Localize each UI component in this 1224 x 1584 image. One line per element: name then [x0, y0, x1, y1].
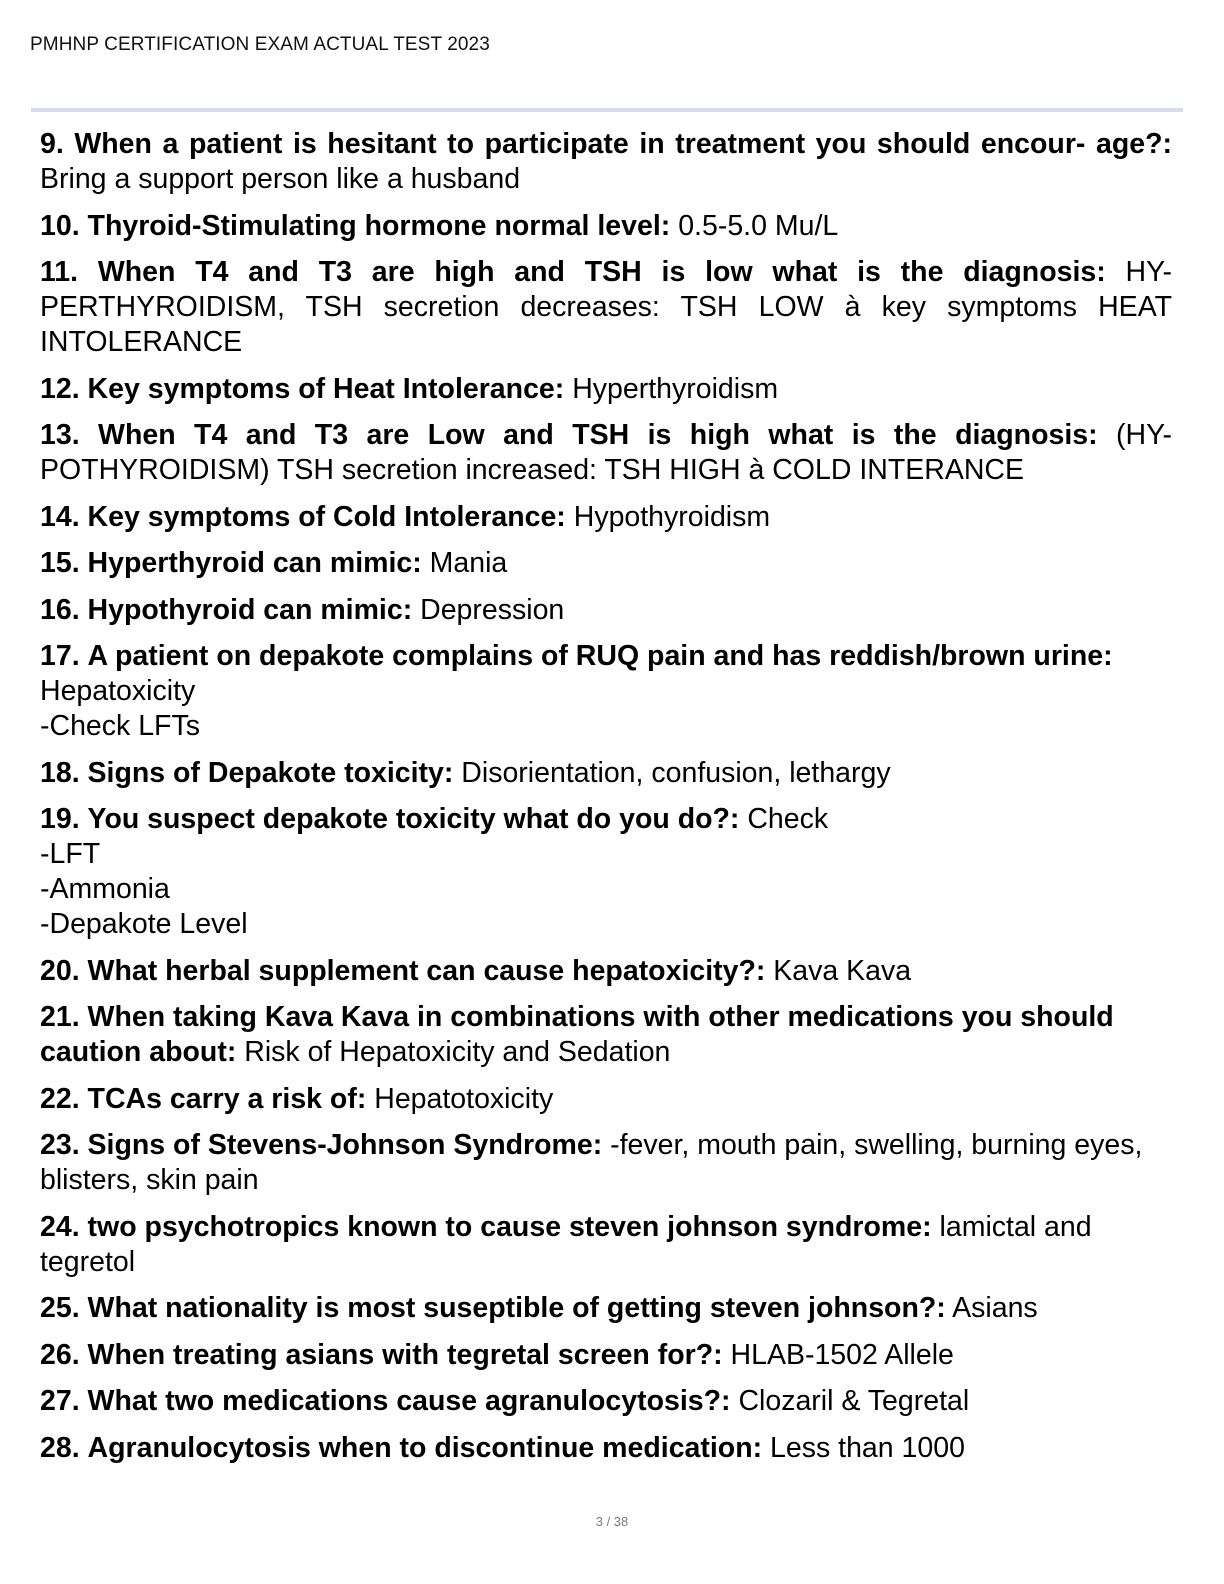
- question-number: 11.: [40, 256, 79, 288]
- question-text: When a patient is hesitant to participate in treatment you should encour- age?:: [74, 128, 1173, 160]
- answer-sub-line: -LFT: [40, 838, 101, 870]
- question-number: 28.: [40, 1431, 80, 1464]
- question-number: 15.: [40, 547, 80, 579]
- question-item-16: [40, 593, 1172, 628]
- answer-text: Depression: [420, 593, 565, 626]
- question-number: 20.: [40, 954, 80, 987]
- question-item-9: [40, 127, 1172, 197]
- question-text: Key symptoms of Cold Intolerance:: [87, 500, 566, 533]
- question-item-21: [40, 1000, 1172, 1070]
- question-number: 25.: [40, 1292, 80, 1324]
- question-item-19: [40, 802, 1172, 942]
- question-text: Thyroid-Stimulating hormone normal level:: [87, 209, 671, 242]
- answer-sub-line: -Depakote Level: [40, 908, 248, 940]
- question-number: 14.: [40, 500, 80, 533]
- question-item-17: [40, 639, 1172, 744]
- answer-text: Risk of Hepatoxicity and Sedation: [244, 1036, 671, 1068]
- question-number: 22.: [40, 1082, 80, 1115]
- question-list: [40, 127, 1172, 1477]
- question-number: 21.: [40, 1001, 80, 1033]
- question-item-14: [40, 500, 1172, 535]
- question-text: Key symptoms of Heat Intolerance:: [87, 372, 565, 405]
- question-text: Agranulocytosis when to discontinue medication:: [87, 1431, 763, 1464]
- answer-text: Disorientation, confusion, lethargy: [461, 756, 891, 789]
- answer-text: -fever, mouth pain, swelling, burning eyes, blisters, skin pain: [40, 1129, 1143, 1196]
- question-text: Signs of Depakote toxicity:: [87, 756, 454, 789]
- question-text: Signs of Stevens-Johnson Syndrome:: [87, 1129, 603, 1161]
- page-header-title: PMHNP CERTIFICATION EXAM ACTUAL TEST 2023: [30, 34, 490, 55]
- question-text: When treating asians with tegretal screen for?:: [87, 1338, 723, 1371]
- question-number: 27.: [40, 1385, 80, 1417]
- question-text: What herbal supplement can cause hepatoxicity?:: [87, 954, 766, 987]
- question-number: 16.: [40, 593, 80, 626]
- question-item-26: [40, 1338, 1172, 1373]
- question-number: 17.: [40, 640, 80, 672]
- question-text: When T4 and T3 are high and TSH is low what is the diagnosis:: [97, 256, 1106, 288]
- page-number: 3 / 38: [595, 1514, 629, 1529]
- answer-text: 0.5-5.0 Mu/L: [678, 209, 839, 242]
- question-number: 12.: [40, 372, 80, 405]
- question-item-27: [40, 1384, 1172, 1419]
- answer-text: Kava Kava: [773, 954, 912, 987]
- question-number: 10.: [40, 209, 80, 242]
- question-number: 19.: [40, 803, 80, 835]
- question-text: TCAs carry a risk of:: [87, 1082, 367, 1115]
- question-text: When taking Kava Kava in combinations with other medications you should caution about:: [40, 1001, 1114, 1068]
- answer-sub-line: -Ammonia: [40, 873, 170, 905]
- question-number: 24.: [40, 1210, 80, 1243]
- question-text: When T4 and T3 are Low and TSH is high what is the diagnosis:: [98, 419, 1098, 451]
- answer-text: HY- PERTHYROIDISM, TSH secretion decreases: TSH LOW à key symptoms HEAT INTOLERANCE: [40, 256, 1172, 358]
- question-item-20: [40, 954, 1172, 989]
- question-item-23: [40, 1128, 1172, 1198]
- question-text: two psychotropics known to cause steven johnson syndrome:: [87, 1210, 932, 1243]
- answer-text: (HY- POTHYROIDISM) TSH secretion increased: TSH HIGH à COLD INTERANCE: [40, 419, 1172, 486]
- answer-text: Hypothyroidism: [573, 500, 771, 533]
- question-number: 13.: [40, 419, 80, 451]
- answer-text: Asians: [952, 1292, 1038, 1324]
- question-text: You suspect depakote toxicity what do you do?:: [87, 803, 740, 835]
- answer-sub-line: -Check LFTs: [40, 710, 200, 742]
- question-text: Hyperthyroid can mimic:: [87, 547, 422, 579]
- answer-text: Hepatotoxicity: [374, 1082, 554, 1115]
- question-number: 23.: [40, 1129, 80, 1161]
- question-item-15: [40, 546, 1172, 581]
- question-item-28: [40, 1431, 1172, 1466]
- question-text: What nationality is most suseptible of getting steven johnson?:: [87, 1292, 946, 1324]
- question-text: What two medications cause agranulocytosis?:: [87, 1385, 731, 1417]
- answer-text: HLAB-1502 Allele: [730, 1338, 954, 1371]
- question-item-25: [40, 1291, 1172, 1326]
- question-item-22: [40, 1082, 1172, 1117]
- header-divider: [31, 108, 1183, 112]
- question-item-24: [40, 1210, 1172, 1280]
- question-item-10: [40, 209, 1172, 244]
- answer-text: Mania: [429, 547, 508, 579]
- question-item-13: [40, 418, 1172, 488]
- question-text: A patient on depakote complains of RUQ pain and has reddish/brown urine:: [87, 640, 1113, 672]
- answer-text: Hepatoxicity: [40, 675, 196, 707]
- question-number: 26.: [40, 1338, 80, 1371]
- answer-text: Bring a support person like a husband: [40, 163, 521, 195]
- answer-text: Less than 1000: [770, 1431, 965, 1464]
- answer-text: Hyperthyroidism: [572, 372, 779, 405]
- question-item-18: [40, 756, 1172, 791]
- answer-text: Clozaril & Tegretal: [738, 1385, 970, 1417]
- question-number: 18.: [40, 756, 80, 789]
- answer-text: Check: [747, 803, 829, 835]
- question-number: 9.: [40, 128, 64, 160]
- answer-text: lamictal and tegretol: [40, 1210, 1092, 1278]
- question-item-12: [40, 372, 1172, 407]
- question-item-11: [40, 255, 1172, 360]
- question-text: Hypothyroid can mimic:: [87, 593, 413, 626]
